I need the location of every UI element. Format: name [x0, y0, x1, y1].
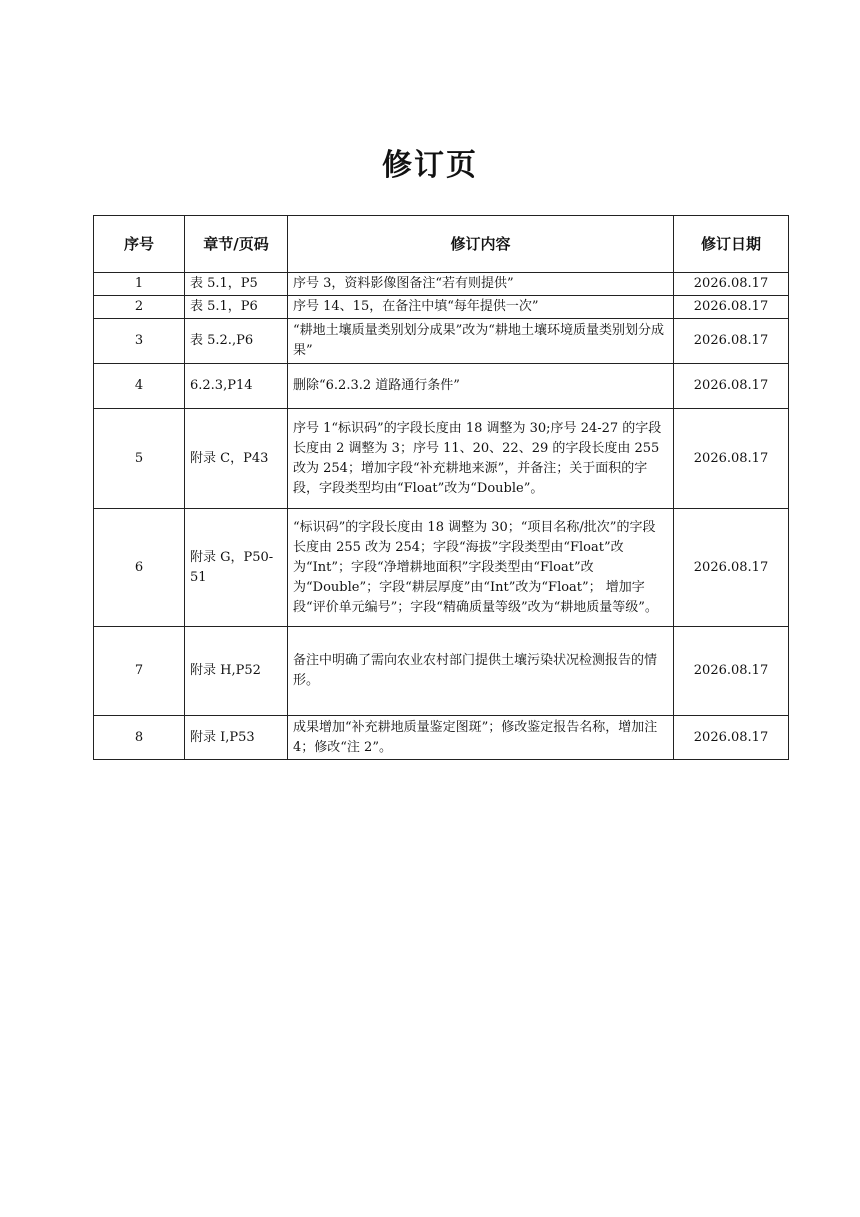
row-section: 附录 H,P52 — [185, 627, 288, 716]
header-revision-date: 修订日期 — [674, 216, 789, 273]
header-number: 序号 — [94, 216, 185, 273]
row-number: 1 — [94, 273, 185, 296]
row-content: 序号 1“标识码”的字段长度由 18 调整为 30;序号 24-27 的字段长度由 2 调整为 3；序号 11、20、22、29 的字段长度由 255 改为 254；增加字段“补充耕地来源”，并备注；关于面积的字段，字段类型均由“Float”改为“Double”。 — [288, 409, 674, 509]
row-date: 2026.08.17 — [674, 627, 789, 716]
row-section: 6.2.3,P14 — [185, 364, 288, 409]
row-section: 表 5.1，P6 — [185, 296, 288, 319]
row-date: 2026.08.17 — [674, 364, 789, 409]
table-row — [94, 509, 789, 627]
row-section: 附录 G，P50-51 — [185, 509, 288, 627]
table-header-row — [94, 216, 789, 273]
row-date: 2026.08.17 — [674, 296, 789, 319]
row-content: “标识码”的字段长度由 18 调整为 30；“项目名称/批次”的字段长度由 255 改为 254；字段“海拔”字段类型由“Float”改为“Int”；字段“净增耕地面积”字段类型由“Float”改为“Double”；字段“耕层厚度”由“Int”改为“Float”； 增加字段“评价单元编号”；字段“精确质量等级”改为“耕地质量等级”。 — [288, 509, 674, 627]
row-date: 2026.08.17 — [674, 716, 789, 760]
row-number: 6 — [94, 509, 185, 627]
row-content: 删除“6.2.3.2 道路通行条件” — [288, 364, 674, 409]
table-row — [94, 319, 789, 364]
table-row — [94, 627, 789, 716]
page-title: 修订页 — [382, 148, 478, 183]
row-content: 备注中明确了需向农业农村部门提供土壤污染状况检测报告的情形。 — [288, 627, 674, 716]
row-content: 成果增加“补充耕地质量鉴定图斑”；修改鉴定报告名称，增加注 4；修改“注 2”。 — [288, 716, 674, 760]
header-revision-content: 修订内容 — [288, 216, 674, 273]
row-number: 2 — [94, 296, 185, 319]
row-content: “耕地土壤质量类别划分成果”改为“耕地土壤环境质量类别划分成果” — [288, 319, 674, 364]
row-section: 附录 I,P53 — [185, 716, 288, 760]
row-date: 2026.08.17 — [674, 319, 789, 364]
table-row — [94, 296, 789, 319]
row-content: 序号 3，资料影像图备注“若有则提供” — [288, 273, 674, 296]
revision-table — [93, 215, 789, 760]
table-row — [94, 409, 789, 509]
table-row — [94, 716, 789, 760]
row-section: 表 5.2.,P6 — [185, 319, 288, 364]
row-number: 7 — [94, 627, 185, 716]
table-row — [94, 364, 789, 409]
row-section: 附录 C，P43 — [185, 409, 288, 509]
header-section-page: 章节/页码 — [185, 216, 288, 273]
row-date: 2026.08.17 — [674, 409, 789, 509]
table-row — [94, 273, 789, 296]
row-section: 表 5.1，P5 — [185, 273, 288, 296]
row-number: 3 — [94, 319, 185, 364]
row-date: 2026.08.17 — [674, 273, 789, 296]
row-number: 8 — [94, 716, 185, 760]
row-number: 4 — [94, 364, 185, 409]
row-content: 序号 14、15，在备注中填“每年提供一次” — [288, 296, 674, 319]
row-date: 2026.08.17 — [674, 509, 789, 627]
row-number: 5 — [94, 409, 185, 509]
